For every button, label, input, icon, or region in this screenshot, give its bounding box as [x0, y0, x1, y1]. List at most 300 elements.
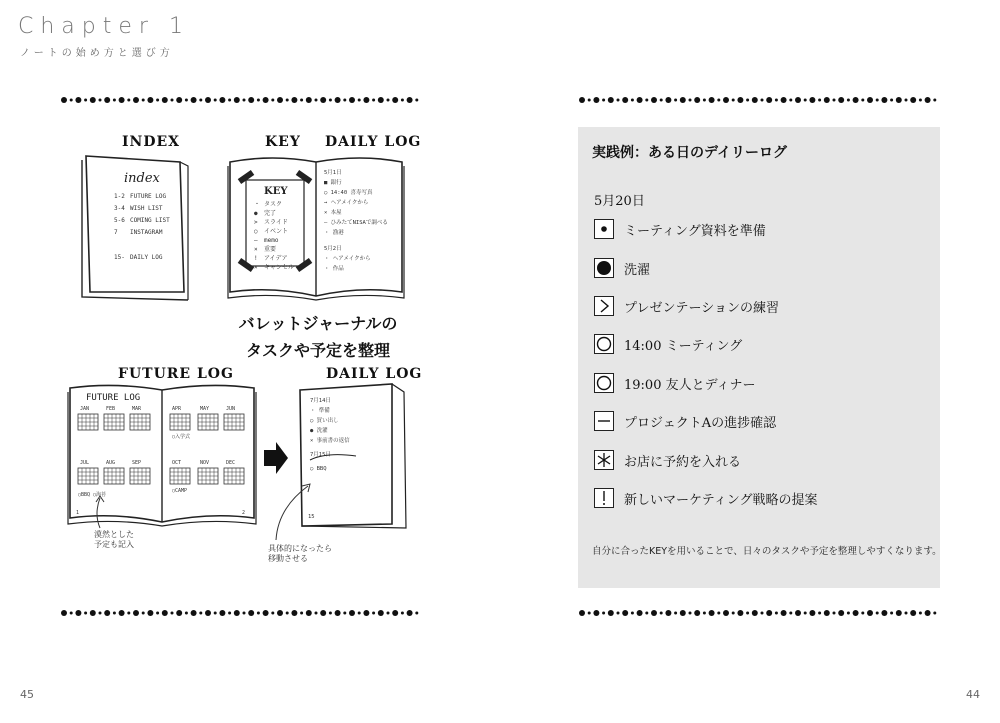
month-label: FEB	[106, 406, 116, 412]
divider-dot	[905, 612, 908, 615]
key-symbol: ×	[254, 264, 258, 271]
index-entry-pages: 1-2	[114, 193, 125, 200]
divider-dot	[761, 612, 764, 615]
divider-dot	[853, 97, 859, 103]
divider-dot	[608, 97, 614, 103]
divider-dot	[191, 97, 197, 103]
divider-dot	[271, 612, 274, 615]
key-dailylog-notebook-illustration	[226, 152, 406, 302]
index-entry-label: WISH LIST	[130, 205, 163, 212]
divider-dot	[847, 612, 850, 615]
divider-dot	[228, 99, 231, 102]
note-line: 具体的になったら	[268, 544, 332, 553]
month-label: MAR	[132, 406, 142, 412]
circle-icon	[594, 373, 614, 393]
divider-dot	[176, 97, 182, 103]
divider-dot	[737, 97, 743, 103]
divider-dot	[925, 97, 931, 103]
divider-dot	[176, 610, 182, 616]
divider-dot	[674, 99, 677, 102]
divider-dot	[703, 99, 706, 102]
divider-dot	[142, 612, 145, 615]
divider-dot	[689, 99, 692, 102]
divider-dot	[723, 610, 729, 616]
divider-dot	[119, 97, 125, 103]
log-item-text: 14:00 ミーティング	[624, 338, 743, 354]
divider-dot	[752, 97, 758, 103]
key-label: memo	[264, 237, 279, 244]
divider-dot	[415, 99, 418, 102]
key-label: 重要	[264, 246, 277, 253]
divider-dot	[723, 97, 729, 103]
chapter-title: Chapter 1	[18, 14, 190, 39]
divider-dot	[861, 612, 864, 615]
divider-dot	[593, 610, 599, 616]
divider-dot	[746, 612, 749, 615]
divider-dot	[709, 97, 715, 103]
divider-dot	[593, 97, 599, 103]
divider-dot	[910, 610, 916, 616]
divider-dot	[795, 610, 801, 616]
divider-dot	[329, 612, 332, 615]
dot-icon	[594, 219, 614, 239]
daily-log-title-top: DAILY LOG	[325, 134, 422, 150]
divider-dot	[665, 610, 671, 616]
divider-dot	[70, 99, 73, 102]
divider-dot	[61, 610, 67, 616]
log-item-text: プレゼンテーションの練習	[624, 300, 779, 316]
divider-dot	[219, 610, 225, 616]
divider-dot	[876, 612, 879, 615]
divider-dot	[349, 610, 355, 616]
divider-dot	[191, 610, 197, 616]
divider-dot	[162, 610, 168, 616]
daily-log-line: × 本屋	[324, 210, 342, 216]
note-line: 予定も記入	[94, 540, 134, 549]
month-label: SEP	[132, 460, 142, 466]
divider-dot	[104, 610, 110, 616]
divider-dot	[752, 610, 758, 616]
divider-dot	[286, 99, 289, 102]
divider-dot	[838, 97, 844, 103]
divider-dot	[291, 97, 297, 103]
divider-dot	[343, 612, 346, 615]
divider-dot	[335, 97, 341, 103]
note-line: 漠然とした	[94, 530, 134, 539]
daily-log-line: ・ 漁港	[324, 230, 344, 236]
divider-dot	[631, 612, 634, 615]
note-arrow-future	[80, 492, 120, 532]
divider-dot	[104, 97, 110, 103]
key-title: KEY	[265, 134, 301, 150]
divider-dot	[378, 610, 384, 616]
future-log-inner-title: FUTURE LOG	[86, 393, 141, 403]
divider-dot	[717, 612, 720, 615]
divider-dot	[795, 97, 801, 103]
index-entry-pages: 3-4	[114, 205, 125, 212]
divider-dot	[372, 99, 375, 102]
divider-dot	[185, 99, 188, 102]
divider-dot	[205, 97, 211, 103]
divider-dot	[732, 612, 735, 615]
divider-dot	[243, 99, 246, 102]
note-arrow-daily	[268, 478, 318, 544]
divider-dot	[602, 99, 605, 102]
divider-dot	[651, 97, 657, 103]
key-symbol: ○	[254, 228, 258, 235]
future-log-note: ○BBQ ○海苔	[78, 492, 107, 498]
divider-dot	[867, 97, 873, 103]
index-script-title: index	[124, 171, 160, 186]
divider-dot	[746, 99, 749, 102]
divider-dot	[320, 610, 326, 616]
divider-dot	[234, 610, 240, 616]
divider-dot	[372, 612, 375, 615]
divider-dot	[248, 97, 254, 103]
divider-dot	[113, 99, 116, 102]
divider-dot	[119, 610, 125, 616]
divider-dot	[147, 97, 153, 103]
chevron-right-icon	[594, 296, 614, 316]
daily-log-line: — ひみたてNISAで調べる	[324, 220, 388, 226]
divider-dot	[214, 612, 217, 615]
index-entry-label: INSTAGRAM	[130, 229, 163, 236]
divider-dot	[737, 610, 743, 616]
index-entry-pages: 7	[114, 229, 118, 236]
divider-dot	[315, 99, 318, 102]
divider-dot	[185, 612, 188, 615]
divider-dot	[910, 97, 916, 103]
divider-dot	[156, 99, 159, 102]
divider-dot	[588, 99, 591, 102]
chapter-subtitle: ノートの始め方と選び方	[20, 48, 174, 59]
divider-dot	[142, 99, 145, 102]
log-item-text: 新しいマーケティング戦略の提案	[624, 492, 818, 508]
divider-dot	[775, 612, 778, 615]
divider-dot	[631, 99, 634, 102]
page-number-45: 45	[20, 688, 34, 701]
divider-dot	[622, 610, 628, 616]
log-item	[594, 331, 742, 357]
asterisk-icon	[594, 450, 614, 470]
divider-dot	[588, 612, 591, 615]
key-symbol: ×	[254, 246, 258, 253]
arrow-right-icon	[262, 440, 290, 476]
divider-dot	[90, 610, 96, 616]
log-item-text: 19:00 友人とディナー	[624, 377, 756, 393]
divider-dot	[407, 610, 413, 616]
daily-log-line: → ヘアメイクから	[324, 200, 369, 206]
daily-log-line: ・ 作品	[324, 266, 344, 272]
daily-log-line: 5月1日	[324, 170, 342, 176]
divider-dot	[257, 99, 260, 102]
index-title: INDEX	[122, 134, 181, 150]
daily-log-line: 7月15日	[310, 452, 331, 458]
daily-log-line: × 事前書の返信	[310, 438, 350, 444]
divider-dot	[637, 610, 643, 616]
divider-dot	[602, 612, 605, 615]
daily-log-line: ○ 14:40 喜寿写真	[324, 190, 373, 196]
key-label: アイデア	[264, 255, 288, 262]
divider-dot	[363, 97, 369, 103]
divider-dot	[833, 612, 836, 615]
divider-dot	[789, 612, 792, 615]
key-label: スライド	[264, 219, 288, 226]
key-symbol: >	[254, 219, 258, 226]
divider-dot	[804, 99, 807, 102]
divider-dot	[263, 97, 269, 103]
month-label: DEC	[226, 460, 236, 466]
divider-dot	[199, 99, 202, 102]
divider-dot	[622, 97, 628, 103]
note-line: 移動させる	[268, 554, 308, 563]
divider-dot	[300, 612, 303, 615]
caption-line: タスクや予定を整理	[245, 341, 390, 360]
divider-dot	[99, 612, 102, 615]
daily-log-title-bottom: DAILY LOG	[326, 366, 423, 382]
month-label: APR	[172, 406, 182, 412]
divider-dot	[674, 612, 677, 615]
divider-dot	[378, 97, 384, 103]
divider-dot	[257, 612, 260, 615]
divider-dot	[824, 610, 830, 616]
month-label: OCT	[172, 460, 182, 466]
log-item	[594, 408, 776, 434]
divider-dot	[306, 97, 312, 103]
divider-dot	[775, 99, 778, 102]
divider-dot	[925, 610, 931, 616]
divider-dot	[890, 99, 893, 102]
daily-log-line: ■ 銀行	[324, 180, 342, 186]
divider-dot	[363, 610, 369, 616]
divider-dot	[84, 612, 87, 615]
divider-dot	[804, 612, 807, 615]
page-number: 15	[308, 514, 315, 520]
divider-dot	[651, 610, 657, 616]
handwritten-note-daily	[268, 544, 332, 564]
divider-dot	[133, 97, 139, 103]
divider-dot	[228, 612, 231, 615]
daily-log-line: 7月14日	[310, 398, 331, 404]
divider-dot	[665, 97, 671, 103]
divider-dot	[84, 99, 87, 102]
panel-note: 自分に合ったKEYを用いることで、日々のタスクや予定を整理しやすくなります。	[592, 546, 942, 557]
divider-dot	[809, 610, 815, 616]
dotted-divider-top-right	[578, 96, 940, 104]
divider-dot	[709, 610, 715, 616]
divider-dot	[248, 610, 254, 616]
divider-dot	[401, 99, 404, 102]
index-entry-label: FUTURE LOG	[130, 193, 167, 200]
divider-dot	[99, 99, 102, 102]
divider-dot	[853, 610, 859, 616]
divider-dot	[162, 97, 168, 103]
divider-dot	[694, 97, 700, 103]
future-log-note: ○CAMP	[172, 488, 188, 494]
divider-dot	[876, 99, 879, 102]
month-label: JUL	[80, 460, 90, 466]
log-item-text: ミーティング資料を準備	[624, 223, 766, 239]
divider-dot	[781, 97, 787, 103]
divider-dot	[680, 97, 686, 103]
index-notebook-illustration	[80, 152, 192, 302]
daily-log-line: ・ 準備	[310, 408, 330, 414]
daily-log-line: ・ ヘアメイクから	[324, 256, 371, 262]
key-symbol: !	[254, 255, 258, 262]
divider-dot	[660, 612, 663, 615]
divider-dot	[919, 612, 922, 615]
key-label: イベント	[264, 228, 289, 235]
divider-dot	[919, 99, 922, 102]
month-label: JUN	[226, 406, 236, 412]
divider-dot	[300, 99, 303, 102]
month-label: MAY	[200, 406, 210, 412]
divider-dot	[890, 612, 893, 615]
divider-dot	[824, 97, 830, 103]
dotted-divider-bottom-left	[60, 609, 422, 617]
divider-dot	[717, 99, 720, 102]
key-label: 完了	[264, 210, 277, 217]
panel-date: 5月20日	[594, 194, 645, 209]
divider-dot	[617, 99, 620, 102]
key-label: キャンセル	[264, 264, 295, 271]
divider-dot	[113, 612, 116, 615]
daily-log-line: ○ 買い出し	[310, 418, 339, 424]
divider-dot	[881, 97, 887, 103]
divider-dot	[243, 612, 246, 615]
future-log-title: FUTURE LOG	[118, 366, 234, 382]
divider-dot	[896, 97, 902, 103]
divider-dot	[61, 97, 67, 103]
divider-dot	[156, 612, 159, 615]
divider-dot	[171, 612, 174, 615]
divider-dot	[199, 612, 202, 615]
divider-dot	[732, 99, 735, 102]
future-log-note: ○入学式	[172, 434, 191, 440]
divider-dot	[694, 610, 700, 616]
dotted-divider-top-left	[60, 96, 422, 104]
divider-dot	[579, 97, 585, 103]
dotted-divider-bottom-right	[578, 609, 940, 617]
index-entry-pages: 5-6	[114, 217, 125, 224]
divider-dot	[147, 610, 153, 616]
exclamation-icon	[594, 488, 614, 508]
page-number-44: 44	[966, 688, 980, 701]
divider-dot	[387, 99, 390, 102]
panel-title: 実践例：ある日のデイリーログ	[592, 145, 788, 161]
divider-dot	[833, 99, 836, 102]
month-label: NOV	[200, 460, 210, 466]
divider-dot	[818, 99, 821, 102]
key-symbol: —	[254, 237, 258, 244]
index-entry-label: DAILY LOG	[130, 254, 163, 261]
page-number-right: 2	[242, 510, 246, 516]
divider-dot	[766, 97, 772, 103]
divider-dot	[392, 610, 398, 616]
divider-dot	[306, 610, 312, 616]
caption-line: バレットジャーナルの	[238, 314, 398, 333]
illustration-caption	[228, 310, 408, 364]
divider-dot	[291, 610, 297, 616]
divider-dot	[608, 610, 614, 616]
divider-dot	[579, 610, 585, 616]
divider-dot	[263, 610, 269, 616]
divider-dot	[234, 97, 240, 103]
divider-dot	[127, 99, 130, 102]
divider-dot	[335, 610, 341, 616]
divider-dot	[343, 99, 346, 102]
divider-dot	[358, 612, 361, 615]
divider-dot	[818, 612, 821, 615]
page-number-left: 1	[76, 510, 80, 516]
divider-dot	[401, 612, 404, 615]
key-label: タスク	[264, 201, 283, 208]
dash-icon	[594, 411, 614, 431]
divider-dot	[809, 97, 815, 103]
divider-dot	[881, 610, 887, 616]
divider-dot	[703, 612, 706, 615]
divider-dot	[75, 97, 81, 103]
handwritten-note-future	[94, 530, 134, 550]
divider-dot	[277, 610, 283, 616]
divider-dot	[933, 612, 936, 615]
log-item	[594, 485, 817, 511]
log-item-text: 洗濯	[624, 262, 651, 278]
divider-dot	[838, 610, 844, 616]
divider-dot	[271, 99, 274, 102]
filled-circle-icon	[594, 258, 614, 278]
divider-dot	[387, 612, 390, 615]
divider-dot	[358, 99, 361, 102]
divider-dot	[320, 97, 326, 103]
divider-dot	[847, 99, 850, 102]
divider-dot	[781, 610, 787, 616]
divider-dot	[75, 610, 81, 616]
divider-dot	[689, 612, 692, 615]
log-item-text: プロジェクトAの進捗確認	[624, 415, 777, 431]
divider-dot	[415, 612, 418, 615]
divider-dot	[645, 99, 648, 102]
circle-icon	[594, 334, 614, 354]
divider-dot	[329, 99, 332, 102]
divider-dot	[766, 610, 772, 616]
divider-dot	[407, 97, 413, 103]
log-item-text: お店に予約を入れる	[624, 454, 742, 470]
divider-dot	[219, 97, 225, 103]
log-item	[594, 255, 650, 281]
divider-dot	[660, 99, 663, 102]
divider-dot	[349, 97, 355, 103]
month-label: AUG	[106, 460, 116, 466]
divider-dot	[896, 610, 902, 616]
divider-dot	[171, 99, 174, 102]
log-item	[594, 447, 741, 473]
divider-dot	[286, 612, 289, 615]
divider-dot	[905, 99, 908, 102]
divider-dot	[90, 97, 96, 103]
daily-log-line: ● 洗濯	[310, 428, 328, 434]
index-entry-pages: 15-	[114, 254, 125, 261]
divider-dot	[933, 99, 936, 102]
divider-dot	[680, 610, 686, 616]
daily-log-line: 5月2日	[324, 246, 342, 252]
divider-dot	[867, 610, 873, 616]
divider-dot	[761, 99, 764, 102]
divider-dot	[133, 610, 139, 616]
divider-dot	[617, 612, 620, 615]
month-label: JAN	[80, 406, 90, 412]
divider-dot	[277, 97, 283, 103]
